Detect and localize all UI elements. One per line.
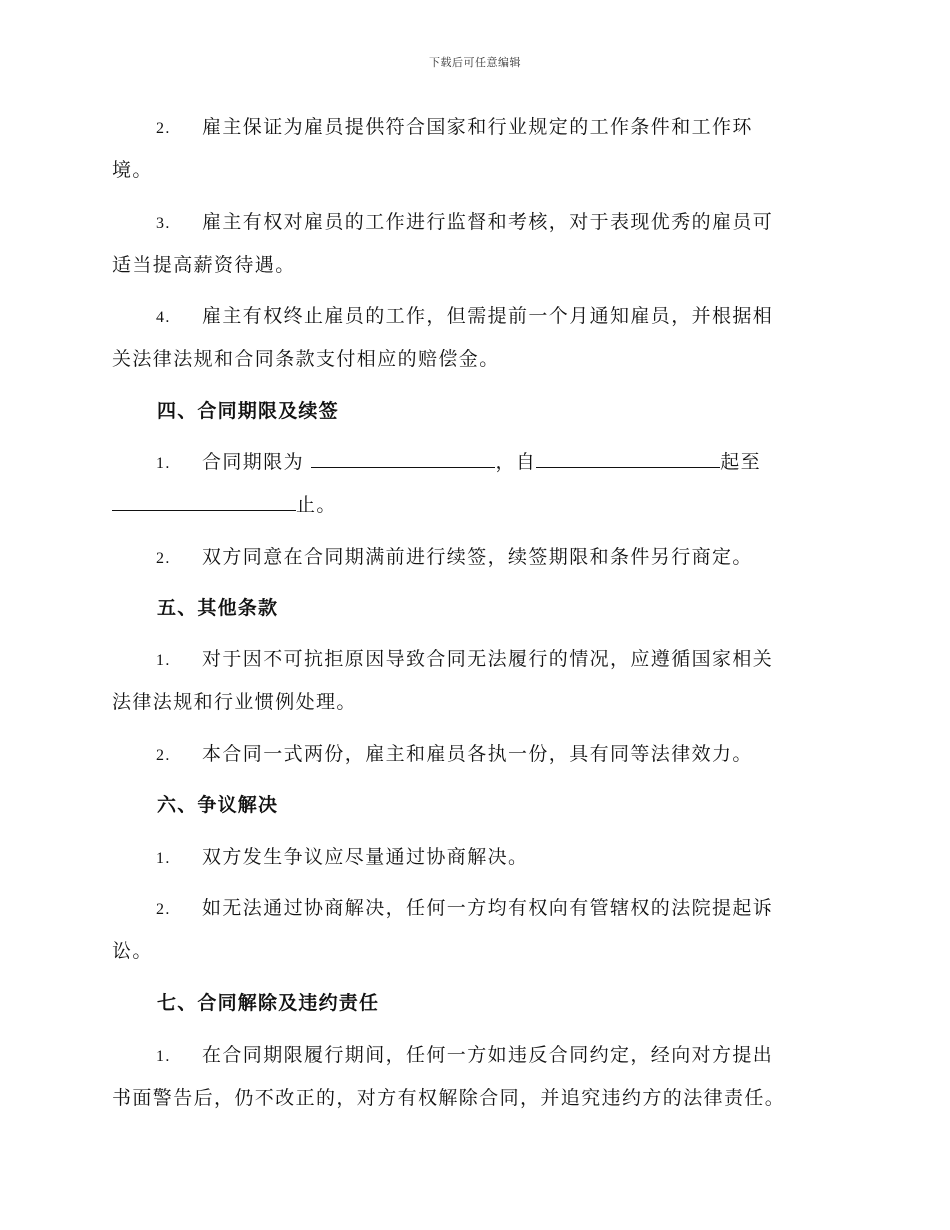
item-text: 雇主有权对雇员的工作进行监督和考核，对于表现优秀的雇员可	[202, 211, 774, 233]
item-number: 1.	[156, 652, 171, 669]
list-item	[112, 646, 837, 674]
item-number: 1.	[156, 1048, 171, 1065]
section-heading: 六、争议解决	[157, 794, 279, 816]
list-item-continuation	[112, 252, 837, 278]
item-text: 境。	[112, 159, 153, 181]
list-item	[112, 303, 837, 331]
list-item	[112, 741, 837, 769]
item-text: 法律法规和行业惯例处理。	[112, 691, 357, 713]
section-heading: 七、合同解除及违约责任	[157, 992, 380, 1014]
list-item	[112, 844, 837, 872]
item-text: 在合同期限履行期间，任何一方如违反合同约定，经向对方提出	[202, 1044, 774, 1066]
item-text: 双方同意在合同期满前进行续签，续签期限和条件另行商定。	[202, 546, 753, 568]
item-number: 4.	[156, 309, 171, 326]
item-number: 1.	[156, 455, 171, 472]
item-text: 起至	[720, 451, 762, 473]
item-text: 合同期限为	[202, 451, 305, 473]
blank-line	[311, 449, 495, 468]
list-item	[112, 449, 837, 477]
item-text: 本合同一式两份，雇主和雇员各执一份，具有同等法律效力。	[202, 743, 753, 765]
blank-line	[112, 492, 296, 511]
item-text: 双方发生争议应尽量通过协商解决。	[202, 846, 529, 868]
item-text: 如无法通过协商解决，任何一方均有权向有管辖权的法院提起诉	[202, 897, 774, 919]
list-item	[112, 895, 837, 923]
item-number: 2.	[156, 747, 171, 764]
item-text: 雇主有权终止雇员的工作，但需提前一个月通知雇员，并根据相	[202, 305, 774, 327]
item-text: 雇主保证为雇员提供符合国家和行业规定的工作条件和工作环	[202, 116, 753, 138]
list-item-continuation	[112, 157, 837, 183]
blank-line	[536, 449, 720, 468]
item-number: 2.	[156, 550, 171, 567]
item-number: 3.	[156, 215, 171, 232]
list-item-continuation	[112, 346, 837, 372]
list-item-continuation	[112, 938, 837, 964]
list-item	[112, 1042, 837, 1070]
section-heading: 四、合同期限及续签	[157, 400, 339, 422]
item-text: 书面警告后，仍不改正的，对方有权解除合同，并追究违约方的法律责任。	[112, 1087, 786, 1109]
list-item	[112, 209, 837, 237]
section-heading: 五、其他条款	[157, 597, 279, 619]
list-item-continuation	[112, 689, 837, 715]
item-number: 2.	[156, 901, 171, 918]
item-number: 1.	[156, 850, 171, 867]
list-item	[112, 114, 837, 142]
item-text: 止。	[296, 494, 337, 516]
page-header: 下载后可任意编辑	[429, 56, 521, 69]
item-text: 适当提高薪资待遇。	[112, 254, 296, 276]
item-text: ，自	[495, 451, 537, 473]
list-item-continuation	[112, 1085, 837, 1111]
item-text: 对于因不可抗拒原因导致合同无法履行的情况，应遵循国家相关	[202, 648, 774, 670]
list-item-continuation	[112, 492, 837, 518]
item-text: 关法律法规和合同条款支付相应的赔偿金。	[112, 348, 500, 370]
list-item	[112, 544, 837, 572]
item-number: 2.	[156, 120, 171, 137]
item-text: 讼。	[112, 940, 153, 962]
